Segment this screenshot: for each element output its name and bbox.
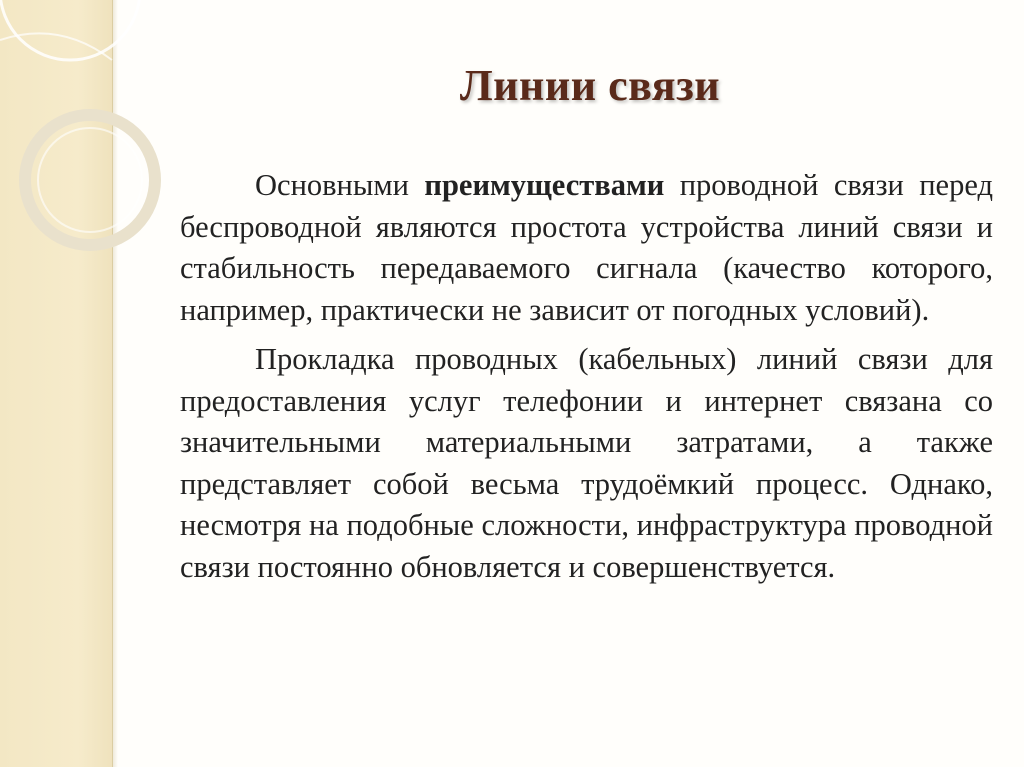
paragraph1-start: Основными xyxy=(255,168,425,202)
paragraph1-rest: проводной связи перед беспроводной являются простота устройства линий связи и стабильность передаваемого сигнала (качество которого, например, практически не зависит от погодных условий). xyxy=(180,168,993,327)
decorative-circles xyxy=(0,0,180,260)
paragraph1-bold-term: преимуществами xyxy=(424,168,665,202)
slide-body xyxy=(180,165,993,596)
slide-title: Линии связи xyxy=(459,61,721,110)
paragraph-advantages xyxy=(180,165,993,331)
decorative-ring-inner xyxy=(38,128,142,232)
decorative-ring-top xyxy=(0,0,140,60)
decorative-ring-middle xyxy=(25,115,155,245)
paragraph-cable-laying: Прокладка проводных (кабельных) линий связи для предоставления услуг телефонии и интернет связана со значительными материальными затратами, а также представляет собой весьма трудоёмкий процесс. Однако, несмотря на подобные сложности, инфраструктура проводной связи постоянно обновляется и совершенствуется. xyxy=(180,342,993,584)
